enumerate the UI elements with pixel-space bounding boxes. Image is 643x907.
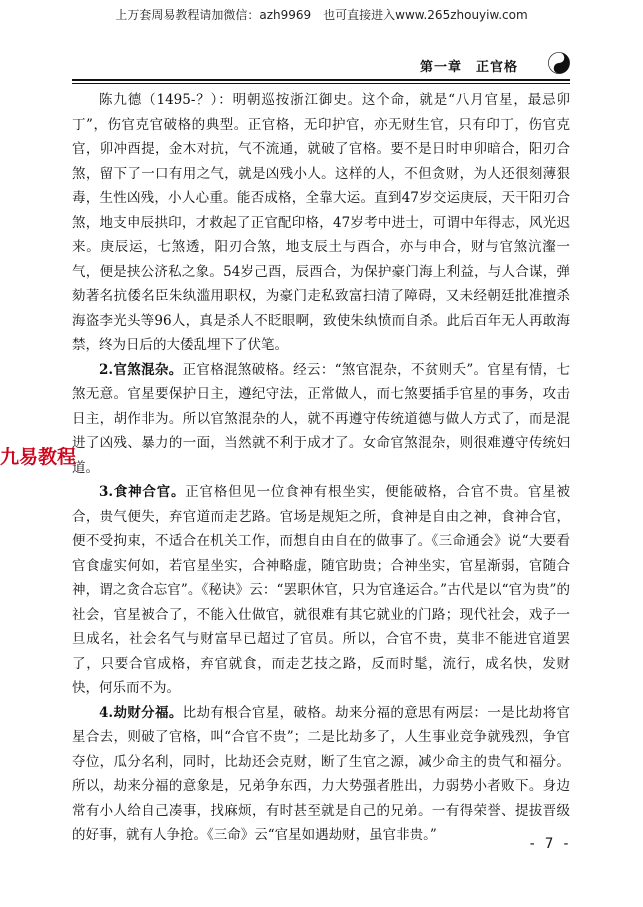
header-rule-thick: [72, 79, 570, 81]
paragraph-shi-shen: [72, 480, 570, 701]
paragraph-guan-sha: [72, 358, 570, 481]
watermark-logo: 九易教程: [0, 446, 77, 468]
paragraph-heading: 4.劫财分福。: [99, 704, 183, 721]
chapter-header: [420, 52, 570, 78]
yin-yang-icon: [548, 52, 570, 74]
body-text: [72, 88, 570, 848]
paragraph-jie-cai: [72, 701, 570, 848]
header-rule-thin: [72, 83, 570, 84]
paragraph-body: 比劫有根合官星，破格。劫来分福的意思有两层：一是比劫将官星合去，则破了官格，叫“合官不贵”；二是比劫多了，人生事业竞争就残烈，争官夺位，瓜分名利，同时，比劫还会克财，断了生官之源，减少命主的贵气和福分。所以，劫来分福的意象是，兄弟争东西，力大势强者胜出，力弱势小者败下。身边常有小人给自己凑事，找麻烦，有时甚至就是自己的兄弟。一有得荣誉、提拔晋级的好事，就有人争抢。《三命》云“官星如遇劫财，虽官非贵。”: [72, 704, 571, 843]
paragraph-body: 正官格混煞破格。经云：“煞官混杂，不贫则夭”。官星有情，七煞无意。官星要保护日主，遵纪守法，正常做人，而七煞要插手官星的事务，攻击日主，胡作非为。所以官煞混杂的人，就不再遵守传统道德与做人方式了，而是混进了凶残、暴力的一面，当然就不利于成才了。女命官煞混杂，则很难遵守传统妇道。: [72, 361, 571, 476]
page-number: - 7 -: [528, 836, 571, 852]
paragraph-body: 陈九德（1495-？）：明朝巡按浙江御史。这个命，就是“八月官星，最忌卯丁”，伤官克官破格的典型。正官格，无印护官，亦无财生官，只有印丁，伤官克官，卯冲酉提，金木对抗，气不流通，就破了官格。要不是日时申卯暗合，阳刃合煞，留下了一口有用之气，就是凶残小人。这样的人，不但贪财，为人还很刻薄狠毒，生性凶残，小人心重。能否成格，全靠大运。直到47岁交运庚辰，天干阳刃合煞，地支申辰拱印，才救起了正官配印格，47岁考中进士，可谓中年得志，风光迟来。庚辰运，七煞透，阳刃合煞，地支辰土与酉合，亦与申合，财与官煞沆瀣一气，便是挟公济私之象。54岁己酉，辰酉合，为保护豪门海上利益，与人合谋，弹劾著名抗倭名臣朱纨滥用职权，为豪门走私致富扫清了障碍，又未经朝廷批准擅杀海盗李光头等96人，真是杀人不眨眼啊，致使朱纨愤而自杀。此后百年无人再敢海禁，终为日后的大倭乱埋下了伏笔。: [72, 92, 570, 353]
paragraph-heading: 3.食神合官。: [99, 484, 186, 500]
top-banner: 上万套周易教程请加微信：azh9969 也可直接进入www.265zhouyiw.com: [115, 8, 528, 22]
paragraph-chen-jiude: [72, 88, 570, 358]
paragraph-body: 正官格但见一位食神有根坐实，便能破格，合官不贵。官星被合，贵气便失，弃官道而走艺路。官场是规矩之所，食神是自由之神，食神合官，便不受拘束，不适合在机关工作，而想自由自在的做事了。《三命通会》说“大要看官食虚实何如，若官星坐实，合神略虚，随官助贵；合神坐实，官星渐弱，官随合神，谓之贪合忘官”。《秘诀》云：“罢职休官，只为官逢运合。”古代是以“官为贵”的社会，官星被合了，不能入仕做官，就很难有其它就业的门路；现代社会，戏子一旦成名，社会名气与财富早已超过了官员。所以，合官不贵，莫非不能进官道罢了，只要合官成格，弃官就食，而走艺技之路，反而时髦，流行，成名快，发财快，何乐而不为。: [72, 484, 571, 696]
chapter-title: 第一章 正官格: [420, 60, 519, 75]
paragraph-heading: 2.官煞混杂。: [99, 361, 183, 378]
